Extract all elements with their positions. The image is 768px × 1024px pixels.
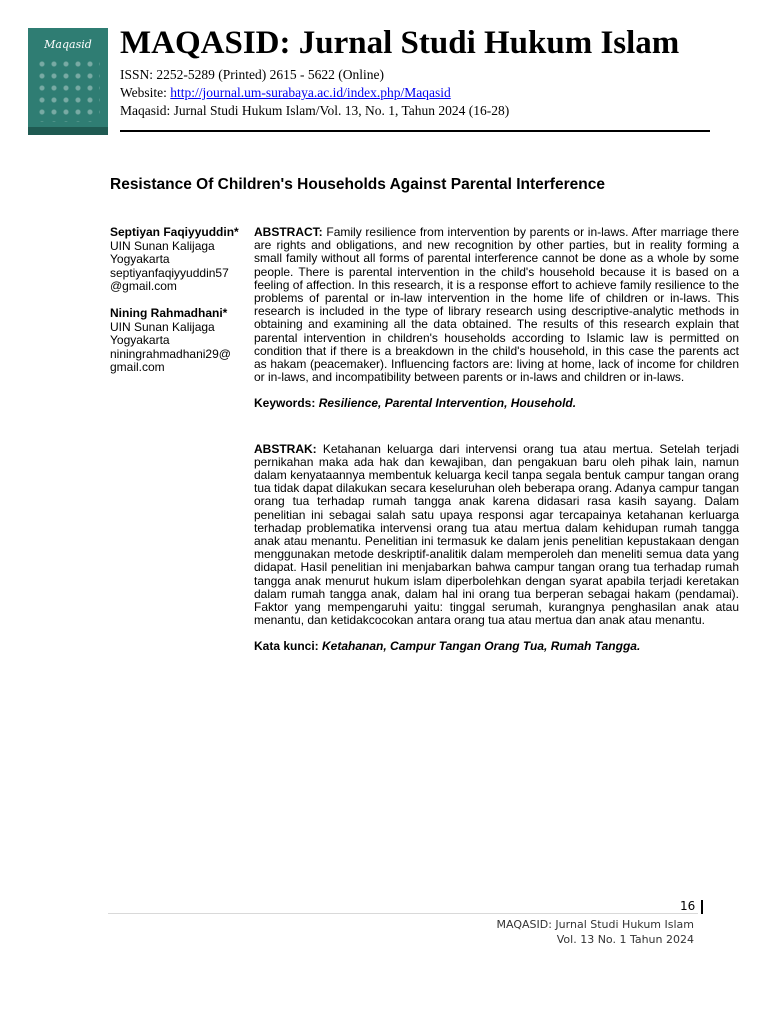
cover-band — [28, 127, 108, 135]
website-label: Website: — [120, 85, 171, 100]
author-affiliation: UIN Sunan Kalijaga Yogyakarta — [110, 319, 215, 348]
footer-journal: MAQASID: Jurnal Studi Hukum Islam — [496, 918, 694, 931]
footer-volume: Vol. 13 No. 1 Tahun 2024 — [556, 933, 694, 946]
keywords-en — [254, 397, 739, 410]
issn-line: ISSN: 2252-5289 (Printed) 2615 - 5622 (Online) — [120, 67, 384, 82]
author-list — [110, 226, 245, 388]
footer-rule — [108, 913, 698, 914]
article-title: Resistance Of Children's Households Against Parental Interference — [110, 176, 605, 193]
abstract-id — [254, 443, 739, 628]
kata-kunci-label: Kata kunci: — [254, 639, 323, 654]
footer-journal-info — [497, 917, 694, 947]
keywords-terms: Resilience, Parental Intervention, Household. — [318, 396, 577, 411]
author-name: Septiyan Faqiyyuddin* — [110, 225, 239, 239]
author-2 — [110, 307, 245, 375]
website-line — [120, 85, 451, 101]
page-number-bar — [701, 900, 703, 914]
abstrak-text: Ketahanan keluarga dari intervensi orang tua atau mertua. Setelah terjadi pernikahan maka ada hak dan kewajiban, dan pengakuan baru oleh pihak lain, namun dalam kenyataannya membentuk keluarga kecil tanpa segala bentuk campur tangan orang tua tidak dapat dilakukan secara keseluruhan oleh beberapa orang. Adanya campur tangan orang tua terhadap rumah tangga anak karena didasari rasa kasih sayang. Dalam penelitian ini sebagai salah satu upaya responsi agar tercapainya ketahanan kerluarga terhadap problematika intervensi orang tua atau mertua dalam kehidupan rumah tangga anak atau menantu. Penelitian ini termasuk ke dalam jenis penelitian kepustakaan dengan menggunakan metode deskriptif-analitik dalam memperoleh dan meneliti semua data yang didapat. Hasil penelitian ini menjabarkan bahwa campur tangan orang tua terhadap rumah tangga anak menurut hukum islam diperbolehkan dengan syarat apabila terjadi keretakan dalam rumah tangga anak, dalam hal ini orang tua berperan sebagai hakam (pendamai). Faktor yang mempengaruhi yaitu: tinggal serumah, kurangnya penghasilan anak atau menantu, dan ketidakcocokan antara orang tua atau mertua dan anak atau menantu. — [254, 441, 740, 628]
abstrak-label: ABSTRAK: — [254, 441, 317, 456]
keywords-label: Keywords: — [254, 396, 319, 411]
abstract-label: ABSTRACT: — [254, 225, 323, 239]
abstract-column — [254, 226, 739, 654]
website-link[interactable]: http://journal.um-surabaya.ac.id/index.php/Maqasid — [170, 85, 451, 100]
page-number: 16 — [680, 899, 696, 913]
kata-kunci-terms: Ketahanan, Campur Tangan Orang Tua, Rumah Tangga. — [322, 639, 641, 654]
author-email: niningrahmadhani29@ gmail.com — [110, 346, 231, 375]
journal-cover-image — [28, 28, 108, 135]
header-rule — [120, 130, 710, 132]
author-1 — [110, 226, 245, 294]
journal-title: MAQASID: Jurnal Studi Hukum Islam — [120, 25, 680, 61]
abstract-en — [254, 226, 739, 384]
cover-title: Maqasid — [44, 38, 92, 51]
author-affiliation: UIN Sunan Kalijaga Yogyakarta — [110, 238, 215, 267]
issue-line: Maqasid: Jurnal Studi Hukum Islam/Vol. 13, No. 1, Tahun 2024 (16-28) — [120, 103, 510, 118]
author-email: septiyanfaqiyyuddin57 @gmail.com — [110, 265, 229, 294]
author-name: Nining Rahmadhani* — [110, 305, 228, 320]
abstract-text: Family resilience from intervention by parents or in-laws. After marriage there are rights and obligations, and new recognition by other parties, but in reality forming a small family without all forms of parental interference cannot be done as a whole by some people. There is parental intervention in the child's household because it is based on a feeling of affection. In this research, it is a response effort to achieve family resilience to the problems of parental or in-law intervention in the home life of children or in-laws. This research is included in the type of library research using descriptive-analytic methods in obtaining and examining all the data obtained. The results of this research explain that parental intervention in children's households according to Islamic law is permitted on condition that if there is a breakdown in the child's household, in this case the parents act as hakam (peacemaker). Influencing factors are: living at home, lack of income for children or in-laws, and incompatibility between parents or in-laws and children or in-laws. — [254, 225, 739, 385]
cover-pattern — [36, 58, 100, 122]
keywords-id — [254, 640, 739, 653]
